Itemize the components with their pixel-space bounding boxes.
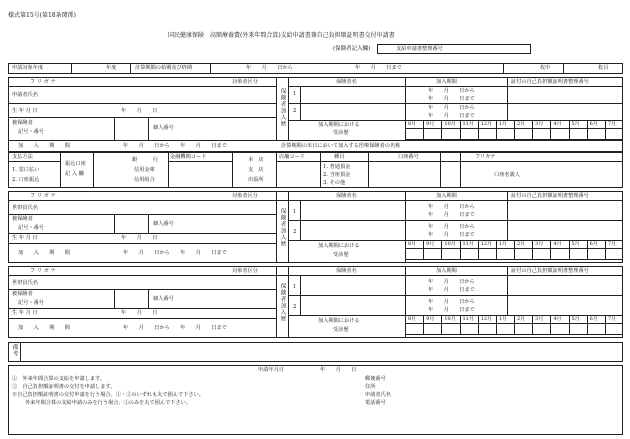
- account-type-other[interactable]: 3. その他: [323, 180, 346, 186]
- month-cell: 11月: [462, 241, 474, 247]
- history-1-to: 年 月 日まで: [428, 287, 475, 293]
- month-cell: 3月: [535, 316, 544, 322]
- sub-branch-label: 出張所: [248, 177, 264, 183]
- furigana-label: フ リ ガ ナ: [30, 268, 56, 274]
- month-cell: 4月: [553, 241, 562, 247]
- month-cell: 10月: [444, 121, 456, 127]
- month-cell: 6月: [589, 121, 598, 127]
- month-cell: 5月: [571, 121, 580, 127]
- entry-field-label: 記 入 欄: [65, 171, 84, 177]
- calc-period-label: 計算期間の始期及び終期: [135, 65, 193, 71]
- join-period-label: 加入期間: [436, 268, 457, 274]
- history-row-2: 2: [293, 108, 297, 114]
- history-row-1: 1: [293, 284, 297, 290]
- month-cell: 6月: [589, 241, 598, 247]
- cert-ref-label: 証付の自己負担額証明書整理番号: [511, 79, 589, 85]
- payment-option-counter[interactable]: 1. 窓口払い: [12, 167, 40, 173]
- history-1-from: 年 月 日から: [428, 204, 475, 210]
- calc-insurer-note: 計算期間の末日において加入する医療保険者の名称: [281, 143, 401, 149]
- payment-block: [8, 152, 623, 188]
- insurer-history-label: 保険者加入歴: [279, 208, 286, 247]
- history-2-to: 年 月 日まで: [428, 113, 475, 119]
- ref-number-label: 支給申請書整理番号: [396, 46, 443, 52]
- birth-label: 生 年 月 日: [12, 310, 38, 316]
- month-cell: 9月: [426, 241, 435, 247]
- join-period-label: 加入期間: [436, 193, 457, 199]
- account-holder-label: 口座名義人: [494, 172, 520, 178]
- history-1-from: 年 月 日から: [428, 279, 475, 285]
- visit-history-label-2: 受診歴: [333, 327, 349, 333]
- request-yearly-payment[interactable]: ① 外来年間合算の支給を申請します。: [12, 376, 105, 382]
- month-cell: 1月: [498, 121, 508, 127]
- card-number-label: 記号・番号: [18, 225, 44, 231]
- target-category-label: 対象者区分: [232, 79, 258, 85]
- visit-history-label-1: 加入期間における: [318, 318, 360, 324]
- bank-code-label: 金融機関コード: [170, 154, 207, 160]
- month-cell: 9月: [426, 316, 435, 322]
- account-type-current[interactable]: 2. 当座預金: [323, 172, 351, 178]
- transfer-account-label: 振込口座: [65, 161, 86, 167]
- ref-number-box[interactable]: [377, 44, 531, 54]
- month-cell: 12月: [480, 121, 493, 127]
- history-1-to: 年 月 日まで: [428, 96, 475, 102]
- card-number-label: 記号・番号: [18, 300, 44, 306]
- month-cell: 5月: [571, 241, 580, 247]
- phone-label: 電話番号: [365, 400, 386, 406]
- birth-label: 生 年 月 日: [12, 108, 38, 114]
- bank-label: 銀 行: [132, 157, 158, 163]
- month-cell: 10月: [444, 316, 456, 322]
- birth-ymd: 年 月 日: [121, 235, 158, 241]
- cert-ref-label: 証付の自己負担額証明書整理番号: [511, 268, 589, 274]
- period-to: 年 月 日まで: [355, 65, 402, 71]
- note-only-first: 外来年間合算の支給申請のみを行う場合、①のみを丸で囲んで下さい。: [25, 400, 192, 406]
- branch-code-label: 店舗コード: [279, 154, 305, 160]
- month-cell: 7月: [607, 316, 617, 322]
- shinkin-label: 信用金庫: [134, 167, 155, 173]
- kanyu-span: 年 月 日から 年 月 日まで: [123, 143, 227, 149]
- insurer-history-label: 保険者加入歴: [279, 88, 286, 127]
- target-category-label: 対象者区分: [232, 193, 258, 199]
- month-cell: 1月: [498, 316, 508, 322]
- history-2-to: 年 月 日まで: [428, 232, 475, 238]
- month-cell: 3月: [535, 121, 544, 127]
- visit-history-label-1: 加入期間における: [318, 243, 360, 249]
- month-cell: 11月: [462, 316, 474, 322]
- account-number-label: 口座番号: [398, 154, 419, 160]
- insurer-entry-note: (保険者記入欄): [333, 46, 371, 52]
- applicant-name-label: 申請者氏名: [365, 392, 391, 398]
- insurer-history-label: 保険者加入歴: [279, 283, 286, 322]
- branch-label: 支 店: [248, 167, 264, 173]
- history-row-2: 2: [293, 304, 297, 310]
- month-cell: 2月: [517, 241, 526, 247]
- period-from: 年 月 日から: [246, 65, 293, 71]
- address-label: 住所: [365, 384, 376, 390]
- holder-furigana-label: フリガナ: [475, 154, 496, 160]
- payment-method-label: 支払方法: [12, 154, 33, 160]
- personal-number-label: 個人番号: [153, 221, 174, 227]
- month-cell: 1月: [498, 241, 508, 247]
- kanyu-span: 年 月 日から 年 月 日まで: [123, 250, 227, 256]
- insurer-name-label: 保険者名: [336, 268, 357, 274]
- history-row-2: 2: [293, 229, 297, 235]
- month-cell: 4月: [553, 121, 562, 127]
- kanyu-label: 加 入 期 間: [18, 325, 70, 331]
- personal-number-label: 個人番号: [153, 125, 174, 131]
- year-suffix: 年度: [106, 65, 117, 71]
- kanyu-label: 加 入 期 間: [18, 250, 70, 256]
- history-row-1: 1: [293, 91, 297, 97]
- month-cell: 8月: [408, 121, 417, 127]
- history-1-to: 年 月 日まで: [428, 212, 475, 218]
- target-year-label: 申請対象年度: [12, 65, 44, 71]
- form-number: 様式第15号(第18条関係): [8, 12, 76, 19]
- furigana-label: フ リ ガ ナ: [30, 79, 56, 85]
- applicant-name-label: 申請者氏名: [12, 92, 38, 98]
- target-category-label: 対象者区分: [232, 268, 258, 274]
- month-cell: 7月: [607, 121, 617, 127]
- remarks-label: 備考: [11, 344, 18, 357]
- history-row-1: 1: [293, 209, 297, 215]
- sheet-total: 枚中: [540, 65, 551, 71]
- application-date-ymd: 年 月 日: [320, 367, 357, 373]
- history-2-from: 年 月 日から: [428, 105, 475, 111]
- month-cell: 7月: [607, 241, 617, 247]
- furigana-label: フ リ ガ ナ: [30, 193, 56, 199]
- month-cell: 2月: [517, 316, 526, 322]
- kanyu-span: 年 月 日から 年 月 日まで: [123, 325, 227, 331]
- application-date-label: 申請年月日: [258, 367, 284, 373]
- month-cell: 2月: [517, 121, 526, 127]
- card-number-label: 記号・番号: [18, 129, 44, 135]
- account-type-ordinary[interactable]: 1. 普通預金: [323, 164, 351, 170]
- insurer-name-label: 保険者名: [336, 79, 357, 85]
- kumiai-label: 信用組合: [134, 177, 155, 183]
- month-cell: 12月: [480, 241, 493, 247]
- visit-history-label-1: 加入期間における: [318, 122, 360, 128]
- month-cell: 11月: [462, 121, 474, 127]
- head-office-label: 本 店: [248, 157, 264, 163]
- cert-ref-label: 証付の自己負担額証明書整理番号: [511, 193, 589, 199]
- kanyu-label: 加 入 期 間: [18, 143, 70, 149]
- month-cell: 8月: [408, 241, 417, 247]
- history-2-from: 年 月 日から: [428, 299, 475, 305]
- month-cell: 6月: [589, 316, 598, 322]
- request-certificate[interactable]: ② 自己負担額証明書の交付を申請します。: [12, 384, 116, 390]
- insured-label: 被保険者: [12, 120, 33, 126]
- payment-option-transfer[interactable]: 2. 口座振込: [12, 177, 40, 183]
- account-type-label: 種目: [334, 154, 345, 160]
- insured-label: 被保険者: [12, 216, 33, 222]
- birth-ymd: 年 月 日: [121, 310, 158, 316]
- insured-label: 被保険者: [12, 291, 33, 297]
- birth-ymd: 年 月 日: [121, 108, 158, 114]
- form-title: 国民健康保険 高額療養費(外来年間合算)支給申請書兼自己負担額証明書交付申請書: [168, 32, 395, 39]
- sheet-index: 枚目: [598, 65, 609, 71]
- visit-history-label-2: 受診歴: [333, 130, 349, 136]
- insurer-name-label: 保険者名: [336, 193, 357, 199]
- month-cell: 10月: [444, 241, 456, 247]
- history-2-to: 年 月 日まで: [428, 307, 475, 313]
- postal-code-label: 郵便番号: [365, 376, 386, 382]
- month-cell: 8月: [408, 316, 417, 322]
- join-period-label: 加入期間: [436, 79, 457, 85]
- remarks-box[interactable]: [8, 342, 623, 362]
- birth-label: 生 年 月 日: [12, 235, 38, 241]
- member-name-label: 世帯員氏名: [12, 205, 38, 211]
- history-2-from: 年 月 日から: [428, 224, 475, 230]
- month-cell: 5月: [571, 316, 580, 322]
- personal-number-label: 個人番号: [153, 296, 174, 302]
- member-name-label: 世帯員氏名: [12, 280, 38, 286]
- month-cell: 4月: [553, 316, 562, 322]
- note-both-circle: ※自己負担額証明書の交付申請を行う場合、①・②のいずれも丸で囲んで下さい。: [12, 392, 204, 398]
- top-row: [8, 63, 623, 74]
- visit-history-label-2: 受診歴: [333, 252, 349, 258]
- month-cell: 3月: [535, 241, 544, 247]
- history-1-from: 年 月 日から: [428, 88, 475, 94]
- month-cell: 9月: [426, 121, 435, 127]
- month-cell: 12月: [480, 316, 493, 322]
